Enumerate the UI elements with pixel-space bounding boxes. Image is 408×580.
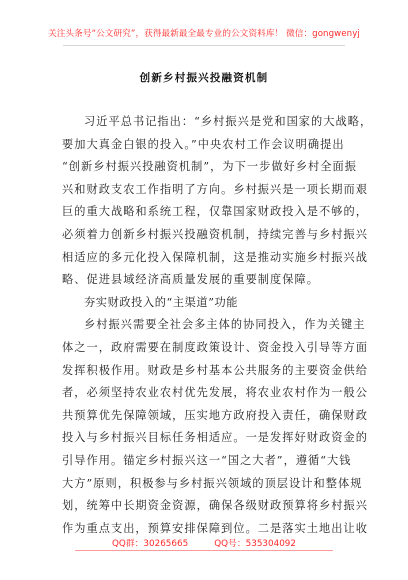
paragraph-line: 大方”原则，积极参与乡村振兴领域的顶层设计和整体规 [62, 476, 363, 490]
paragraph-line: 必须着力创新乡村振兴投融资机制，持续完善与乡村振兴 [62, 227, 368, 241]
paragraph-line: 略、促进县域经济高质量发展的重要制度保障。 [62, 273, 319, 287]
paragraph-line: 发挥积极作用。财政是乡村基本公共服务的主要资金供给 [62, 363, 368, 377]
header-divider [63, 45, 345, 46]
paragraph-line: 乡村振兴需要全社会多主体的协同投入，作为关键主 [84, 318, 366, 332]
section-heading: 夯实财政投入的“主渠道”功能 [84, 295, 239, 309]
paragraph-line: 相适应的多元化投入保障机制，这是推动实施乡村振兴战 [62, 250, 368, 264]
page-title: 创新乡村振兴投融资机制 [139, 72, 269, 84]
qq-group-text: QQ群：30265665 [111, 539, 189, 549]
paragraph-line: “创新乡村振兴投融资机制”，为下一步做好乡村全面振 [62, 160, 358, 174]
paragraph-line: 引导作用。锚定乡村振兴这一“国之大者”，遵循“大钱 [62, 453, 352, 467]
qq-number-text: QQ号：535304092 [214, 539, 297, 549]
paragraph-line: 投入与乡村振兴目标任务相适应。一是发挥好财政资金的 [62, 431, 368, 445]
paragraph-line: 作为重点支出，预算安排保障到位。二是落实土地出让收 [62, 521, 368, 535]
paragraph-line: 体之一，政府需要在制度政策设计、资金投入引导等方面 [62, 340, 368, 354]
paragraph-line: 兴和财政支农工作指明了方向。乡村振兴是一项长期而艰 [62, 182, 368, 196]
document-body [62, 111, 373, 540]
paragraph-line: 要加大真金白银的投入。”中央农村工作会议明确提出 [62, 137, 345, 151]
paragraph-line: 巨的重大战略和系统工程，仅靠国家财政投入是不够的， [62, 205, 368, 219]
promo-banner: 关注头条号“公文研究”，获得最新最全最专业的公文资料库！ 微信：gongwenyj [48, 29, 360, 39]
paragraph-line: 者，必须坚持农业农村优先发展，将农业农村作为一般公 [62, 386, 368, 400]
paragraph-line: 划，统筹中长期资金资源，确保各级财政预算将乡村振兴 [62, 499, 368, 513]
footer-contact [0, 536, 408, 549]
footer-divider [75, 550, 333, 551]
paragraph-line: 习近平总书记指出：“乡村振兴是党和国家的大战略， [84, 115, 373, 128]
paragraph-line: 共预算优先保障领域，压实地方政府投入责任，确保财政 [62, 408, 368, 422]
